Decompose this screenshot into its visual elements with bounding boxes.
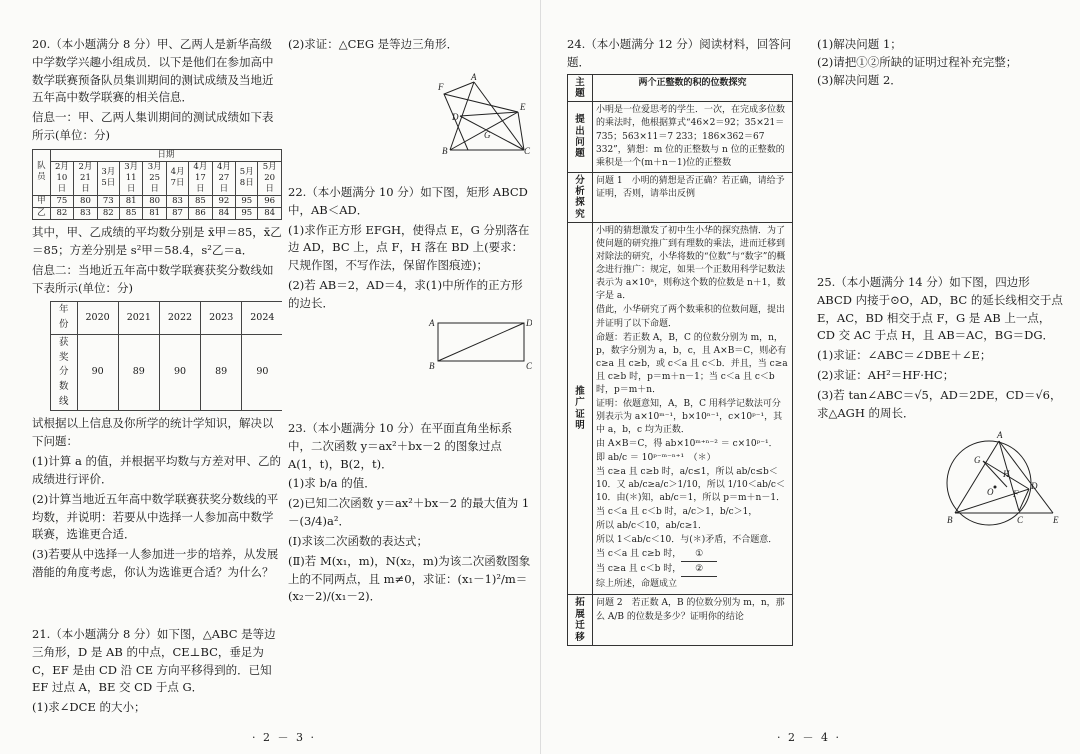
row-name: 乙 xyxy=(33,208,51,220)
date-cell: 2月21日 xyxy=(74,161,98,195)
question-25 xyxy=(817,274,1063,545)
prove-line: 当 c＜a 且 c＜b 时，a/c＞1，b/c＞1， xyxy=(596,507,758,518)
question-20 xyxy=(32,36,282,582)
fig25-label: D xyxy=(1031,480,1038,491)
prove-line: 命题：若正数 A，B，C 的位数分别为 m，n，p，数字分别为 a，b，c，且 A×B＝C，则必有 c≥a 且 c≥b，或 c＜a 且 c＜b．并且，当 c≥a 且 c≥b 时，p＝m＋n－1；当 c＜a 且 c＜b 时，p＝m＋n． xyxy=(596,332,788,395)
score-cell: 95 xyxy=(236,208,258,220)
fig25-label: B xyxy=(947,514,953,525)
left-col-2 xyxy=(288,36,532,726)
fig22-label: D xyxy=(526,317,532,328)
threshold-cell: 89 xyxy=(201,334,242,411)
year-head: 年份 xyxy=(51,302,78,334)
score-cell: 96 xyxy=(258,196,282,208)
year-cell: 2024 xyxy=(242,302,282,334)
question-21 xyxy=(32,626,282,719)
prove-line: 小明的猜想激发了初中生小华的探究热情．为了使问题的研究推广到有理数的乘法，进而迁移到对除法的研究，小华将数的“位数”与“数字”的概念进行推广：规定，如果一个正数用科学记数法表示为 a×10ⁿ，则称这个数的位数是 n＋1，数字是 a． xyxy=(596,226,786,302)
q21-part2: (2)求证：△CEG 是等边三角形． xyxy=(288,37,459,51)
prove-conclude: 综上所述，命题成立 xyxy=(596,579,678,590)
right-col-2 xyxy=(817,36,1063,726)
fig25-label: A xyxy=(997,429,1003,440)
score-cell: 80 xyxy=(74,196,98,208)
threshold-cell: 89 xyxy=(118,334,159,411)
sheet-analyze: 问题 1 小明的猜想是否正确？若正确，请给予证明，否则，请举出反例 xyxy=(593,172,793,223)
prove-line: 即 ab/c ＝ 10ᵖ⁻ᵐ⁻ⁿ⁺¹ （＊） xyxy=(596,453,716,463)
score-cell: 81 xyxy=(119,196,143,208)
date-cell: 3月11日 xyxy=(119,161,143,195)
table-head-team: 队员 xyxy=(33,149,51,195)
question-23 xyxy=(288,420,532,608)
score-cell: 86 xyxy=(189,208,213,220)
q22-part1: (1)求作正方形 EFGH，使得点 E，G 分别落在边 AD，BC 上，点 F，H 落在 BD 上(要求：尺规作图，不写作法，保留作图痕迹)； xyxy=(288,222,530,273)
fig21-label: A xyxy=(471,71,477,82)
right-page xyxy=(540,0,1080,754)
date-cell: 3月25日 xyxy=(143,161,167,195)
q24-part1: (1)解决问题 1； xyxy=(817,37,902,51)
q20-info1: 信息一：甲、乙两人集训期间的测试成绩如下表所示(单位：分) xyxy=(32,110,274,143)
prove-line: 证明：依题意知，A，B，C 用科学记数法可分别表示为 a×10ᵐ⁻¹，b×10ⁿ⁻¹，c×10ᵖ⁻¹，其中 a，b，c 均为正数． xyxy=(596,398,783,435)
fill-in-blank-2[interactable]: ② xyxy=(681,563,717,577)
right-col-1 xyxy=(567,36,807,726)
q22-figure xyxy=(288,315,532,371)
fig21-label: C xyxy=(524,145,531,154)
sheet-prove xyxy=(593,223,793,595)
fill-in-blank-1[interactable]: ① xyxy=(681,548,717,562)
sheet-extend: 问题 2 若正数 A，B 的位数分别为 m，n，那么 A/B 的位数是多少？证明你的结论 xyxy=(593,595,793,646)
year-cell: 2021 xyxy=(118,302,159,334)
year-cell: 2020 xyxy=(77,302,118,334)
fig22-label: B xyxy=(429,360,435,371)
fig25-label: O xyxy=(987,486,994,497)
q21-figure xyxy=(288,54,532,154)
row-name: 甲 xyxy=(33,196,51,208)
q20-year-table xyxy=(50,301,282,411)
sheet-raise: 小明是一位爱思考的学生．一次，在完成多位数的乘法时，他根据算式“46×2＝92；35×21＝735；563×11＝7 233；186×362＝67 332”，猜想：m 位的正整数与 n 位的正整数的乘积是一个(m＋n－1)位的正整数 xyxy=(593,102,793,172)
sheet-label: 拓展迁移 xyxy=(568,595,593,646)
score-cell: 95 xyxy=(236,196,258,208)
score-cell: 92 xyxy=(212,196,236,208)
q23-head: 23.（本小题满分 10 分）在平面直角坐标系中，二次函数 y＝ax²＋bx－2 的图象过点 A(1，t)，B(2，t)． xyxy=(288,421,513,471)
score-cell: 85 xyxy=(119,208,143,220)
q25-figure xyxy=(817,425,1063,545)
q23-part2: (2)已知二次函数 y＝ax²＋bx－2 的最大值为 1－(3/4)a²． xyxy=(288,496,530,529)
question-22 xyxy=(288,184,532,371)
sheet-topic: 两个正整数的积的位数探究 xyxy=(593,74,793,102)
q20-head: 20.（本小题满分 8 分）甲、乙两人是新华高级中学数学兴趣小组成员．以下是他们在参加高中数学联赛预备队员集训期间的测试成绩及当地近五年高中数学联赛的相关信息． xyxy=(32,37,274,105)
q24-sheet xyxy=(567,74,793,646)
fig21-label: F xyxy=(438,81,444,92)
date-cell: 2月10日 xyxy=(50,161,74,195)
fig25-label: C xyxy=(1017,514,1024,525)
table-head-date: 日期 xyxy=(50,149,281,161)
score-cell: 81 xyxy=(143,208,167,220)
sheet-label: 提出问题 xyxy=(568,102,593,172)
date-cell: 5月20日 xyxy=(258,161,282,195)
year-cell: 2022 xyxy=(159,302,200,334)
threshold-cell: 90 xyxy=(242,334,282,411)
fig21-label: G xyxy=(484,129,491,140)
fig22-label: A xyxy=(429,317,435,328)
date-cell: 5月8日 xyxy=(236,161,258,195)
q25-part1: (1)求证：∠ABC＝∠DBE＋∠E； xyxy=(817,348,992,363)
sheet-label: 主题 xyxy=(568,74,593,102)
fig25-label: H xyxy=(1003,468,1010,479)
score-cell: 85 xyxy=(189,196,213,208)
q21-part1: (1)求∠DCE 的大小； xyxy=(32,700,146,715)
fill-in-line-2 xyxy=(596,563,789,577)
score-cell: 80 xyxy=(143,196,167,208)
date-cell: 4月17日 xyxy=(189,161,213,195)
date-cell: 3月5日 xyxy=(97,161,119,195)
q20-part2: (2)计算当地近五年高中数学联赛获奖分数线的平均数，并说明：若要从中选择一人参加高中数学联赛，选谁更合适． xyxy=(32,491,279,542)
score-head: 获奖分数线 xyxy=(51,334,78,411)
fig25-label: F xyxy=(1013,488,1019,499)
fig21-label: D xyxy=(452,111,459,122)
threshold-cell: 90 xyxy=(77,334,118,411)
score-cell: 87 xyxy=(166,208,188,220)
q25-part2: (2)求证：AH²＝HF·HC； xyxy=(817,368,955,383)
q24-part2: (2)请把①②所缺的证明过程补充完整； xyxy=(817,54,1018,69)
date-cell: 4月7日 xyxy=(166,161,188,195)
prove-line: 由 A×B＝C，得 ab×10ᵐ⁺ⁿ⁻² ＝ c×10ᵖ⁻¹． xyxy=(596,438,778,449)
score-cell: 84 xyxy=(258,208,282,220)
prove-line: 借此，小华研究了两个数乘积的位数问题，提出并证明了以下命题． xyxy=(596,305,786,329)
q23-part2-i: (Ⅰ)求该二次函数的表达式； xyxy=(288,533,429,548)
fig21-line-fae xyxy=(444,82,474,150)
score-cell: 82 xyxy=(50,208,74,220)
q25-part3: (3)若 tan∠ABC＝√5，AD＝2DE，CD＝√6，求△AGH 的周长． xyxy=(817,387,1062,420)
q20-prompt: 试根据以上信息及你所学的统计学知识，解决以下问题： xyxy=(32,416,274,449)
q23-part1: (1)求 b/a 的值． xyxy=(288,476,376,491)
q24-part3: (3)解决问题 2． xyxy=(817,72,902,87)
prove-line: 所以 1＜ab/c＜10．与(＊)矛盾，不合题意． xyxy=(596,535,778,546)
sheet-label: 推广证明 xyxy=(568,223,593,595)
q20-info2: 信息二：当地近五年高中数学联赛获奖分数线如下表所示(单位：分) xyxy=(32,262,274,295)
score-cell: 73 xyxy=(97,196,119,208)
threshold-cell: 90 xyxy=(159,334,200,411)
prove-line: 当 c≥a 且 c≥b 时，a/c≤1，所以 ab/c≤b＜10．又 ab/c≥a/c＞1/10，所以 1/10＜ab/c＜10．由(＊)知，ab/c＝1，所以 p＝m＋n－1． xyxy=(596,467,786,504)
score-cell: 75 xyxy=(50,196,74,208)
prove-line: 所以 ab/c＜10，ab/c≥1． xyxy=(596,521,707,532)
sheet-label: 分析探究 xyxy=(568,172,593,223)
q21-head: 21.（本小题满分 8 分）如下图，△ABC 是等边三角形，D 是 AB 的中点，CE⊥BC，垂足为 C，EF 是由 CD 沿 CE 方向平移得到的．已知 EF 过点 A，BE 交 CD 于点 G． xyxy=(32,627,276,695)
score-cell: 84 xyxy=(212,208,236,220)
q20-part3: (3)若要从中选择一人参加进一步的培养，从发展潜能的角度考虑，你认为选谁更合适？为什么？ xyxy=(32,547,279,579)
fig21-label: B xyxy=(442,145,448,154)
score-cell: 83 xyxy=(74,208,98,220)
page-number-right: · 2 － 4 · xyxy=(777,730,841,744)
q20-score-table xyxy=(32,149,282,220)
q20-part1: (1)计算 a 的值，并根据平均数与方差对甲、乙的成绩进行评价． xyxy=(32,454,281,486)
fig25-label: G xyxy=(974,454,981,465)
score-cell: 83 xyxy=(166,196,188,208)
q24-head: 24.（本小题满分 12 分）阅读材料，回答问题． xyxy=(567,37,792,69)
fig25-label: E xyxy=(1053,514,1059,525)
fill-in-text: 当 c＜a 且 c≥b 时， xyxy=(596,549,682,560)
fig22-label: C xyxy=(526,360,532,371)
q22-part2: (2)若 AB＝2，AD＝4，求(1)中所作的正方形的边长． xyxy=(288,278,523,310)
date-cell: 4月27日 xyxy=(212,161,236,195)
q23-part2-ii: (Ⅱ)若 M(x₁，m)，N(x₂，m)为该二次函数图象上的不同两点，且 m≠0，求证：(x₁－1)²/m＝(x₂－2)/(x₁－2)． xyxy=(288,553,531,604)
fill-in-line-1 xyxy=(596,548,789,562)
fig21-label: E xyxy=(520,101,526,112)
page-number-left: · 2 － 3 · xyxy=(252,730,316,744)
q25-head: 25.（本小题满分 14 分）如下图，四边形 ABCD 内接于⊙O，AD，BC 的延长线相交于点 E，AC，BD 相交于点 F，G 是 AB 上一点，CD 交 AC 于点 H，且 AB＝AC，BG＝DG． xyxy=(817,275,1063,343)
score-cell: 82 xyxy=(97,208,119,220)
year-cell: 2023 xyxy=(201,302,242,334)
fill-in-text: 当 c≥a 且 c＜b 时， xyxy=(596,564,682,575)
left-col-1 xyxy=(32,36,282,726)
q22-head: 22.（本小题满分 10 分）如下图，矩形 ABCD 中，AB＜AD． xyxy=(288,185,528,217)
q20-after-table: 其中，甲、乙成绩的平均数分别是 x̄甲＝85，x̄乙＝85；方差分别是 s²甲＝58.4，s²乙＝a． xyxy=(32,225,282,257)
